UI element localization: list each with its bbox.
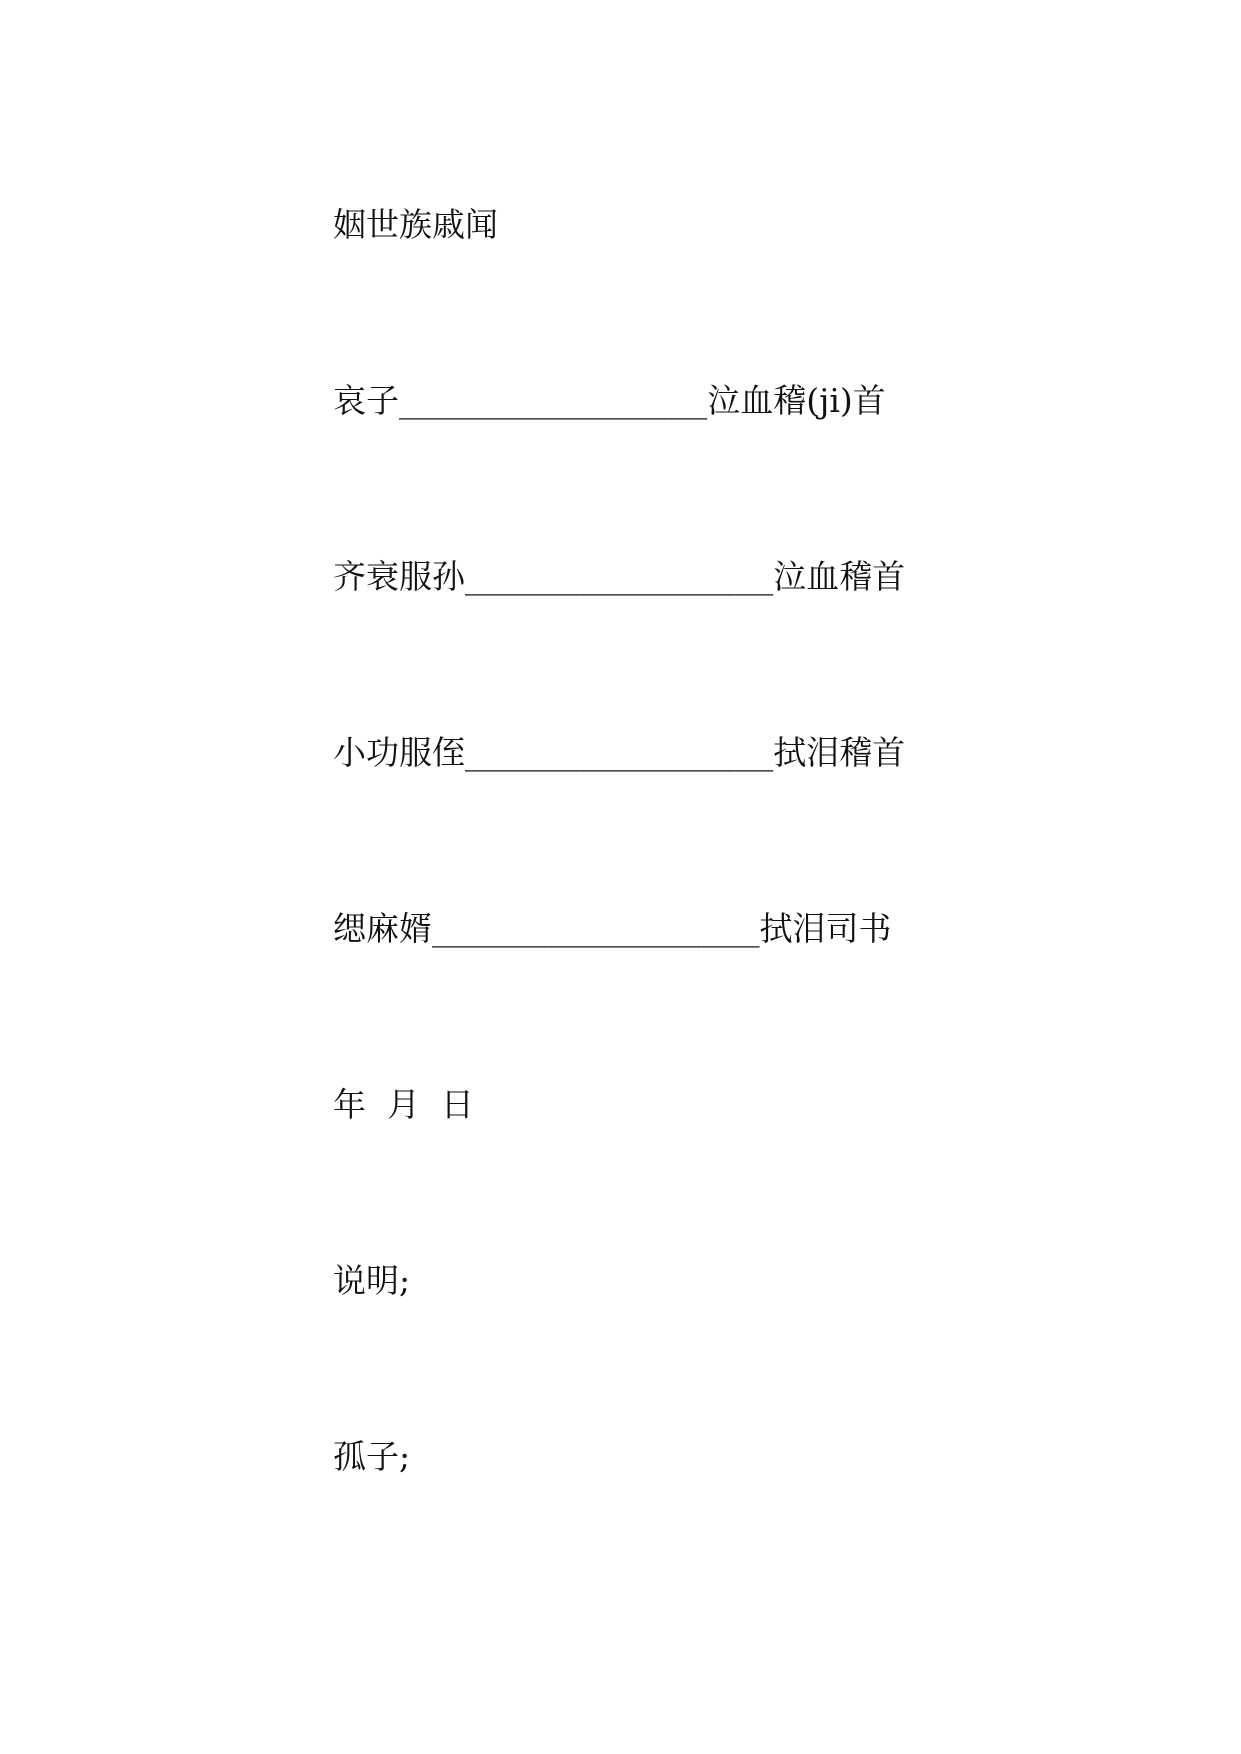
line-text: 年 月 日 <box>332 1085 474 1124</box>
line-suffix: 拭泪司书 <box>759 909 892 948</box>
signature-line-grandson <box>291 517 905 637</box>
signature-line-nephew <box>291 693 905 813</box>
blank-underline: ________________ <box>464 734 774 772</box>
blank-underline: ________________ <box>398 382 708 420</box>
line-text: 姻世族戚闻 <box>332 205 498 244</box>
term-heading-orphan <box>291 1397 410 1517</box>
explanation-heading <box>291 1221 410 1341</box>
text-line-relatives-notice <box>291 165 498 285</box>
line-text: 说明; <box>332 1261 411 1300</box>
blank-underline: _________________ <box>431 910 760 948</box>
line-text: 孤子; <box>332 1437 411 1476</box>
signature-line-son <box>291 341 886 461</box>
blank-underline: ________________ <box>464 558 774 596</box>
line-suffix: 拭泪稽首 <box>773 733 906 772</box>
signature-line-son-in-law <box>291 869 891 989</box>
line-suffix: 泣血稽首 <box>773 557 906 596</box>
line-suffix: 泣血稽(ji)首 <box>707 381 886 420</box>
line-prefix: 哀子 <box>332 381 399 420</box>
line-prefix: 缌麻婿 <box>332 909 432 948</box>
line-prefix: 齐衰服孙 <box>332 557 465 596</box>
date-line <box>291 1045 474 1165</box>
line-prefix: 小功服侄 <box>332 733 465 772</box>
